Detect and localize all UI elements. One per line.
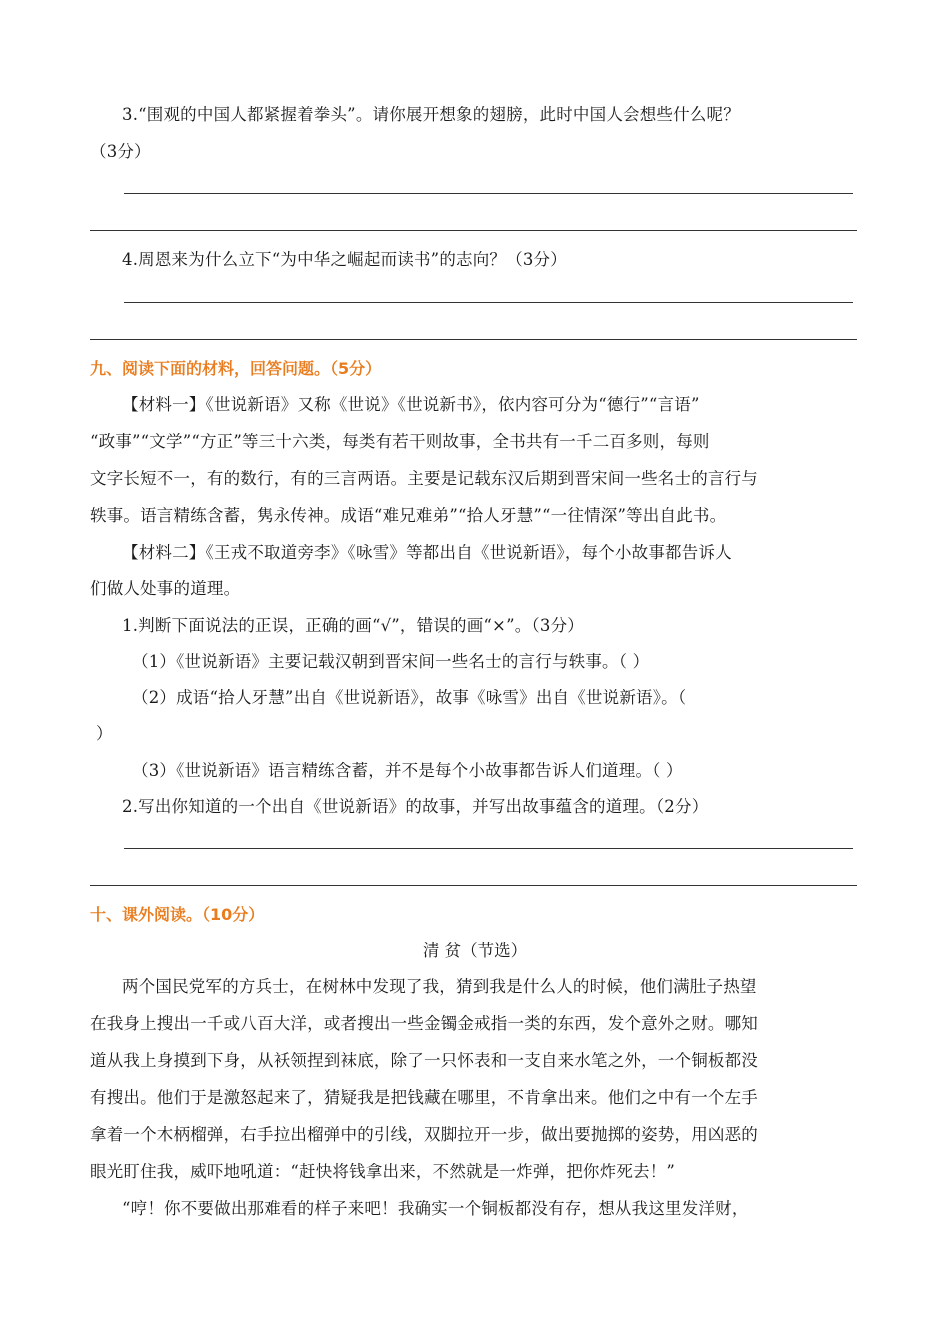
judgement-item-1[interactable]: （1）《世说新语》主要记载汉朝到晋宋间一些名士的言行与轶事。（ ） [132,652,650,671]
question-4-text: 4.周恩来为什么立下“为中华之崛起而读书”的志向？（3分） [122,250,567,269]
material-2-line: 【材料二】《王戎不取道旁李》《咏雪》等都出自《世说新语》，每个小故事都告诉人 [122,543,732,562]
material-1-line: 轶事。语言精练含蓄，隽永传神。成语“难兄难弟”“拾人牙慧”“一往情深”等出自此书。 [90,506,727,525]
material-1-line: “政事”“文学”“方正”等三十六类，每类有若干则故事，全书共有一千二百多则，每则 [90,432,710,451]
material-2-line: 们做人处事的道理。 [90,579,241,598]
answer-line[interactable] [90,885,857,886]
question-2-text: 2.写出你知道的一个出自《世说新语》的故事，并写出故事蕴含的道理。（2分） [122,797,709,816]
passage-line: 在我身上搜出一千或八百大洋，或者搜出一些金镯金戒指一类的东西，发个意外之财。哪知 [90,1014,758,1033]
judgement-item-3[interactable]: （3）《世说新语》语言精练含蓄，并不是每个小故事都告诉人们道理。（ ） [132,761,683,780]
passage-title: 清 贫（节选） [422,941,528,960]
answer-line[interactable] [124,302,853,303]
passage-line: 眼光盯住我，威吓地吼道：“赶快将钱拿出来，不然就是一炸弹，把你炸死去！” [90,1162,676,1181]
question-3-points: （3分） [90,142,151,161]
answer-line[interactable] [124,193,853,194]
answer-line[interactable] [90,339,857,340]
passage-line: 拿着一个木柄榴弹，右手拉出榴弹中的引线，双脚拉开一步，做出要抛掷的姿势，用凶恶的 [90,1125,758,1144]
judgement-item-2-close: ） [96,724,113,743]
question-3-text: 3.“围观的中国人都紧握着拳头”。请你展开想象的翅膀，此时中国人会想些什么呢？ [122,105,740,124]
answer-line[interactable] [124,848,853,849]
material-1-line: 【材料一】《世说新语》又称《世说》《世说新书》，依内容可分为“德行”“言语” [122,395,700,414]
judgement-item-2[interactable]: （2）成语“拾人牙慧”出自《世说新语》，故事《咏雪》出自《世说新语》。（ [132,688,687,707]
material-1-line: 文字长短不一，有的数行，有的三言两语。主要是记载东汉后期到晋宋间一些名士的言行与 [90,469,758,488]
passage-line: 两个国民党军的方兵士，在树林中发现了我，猜到我是什么人的时候，他们满肚子热望 [122,977,757,996]
section-10-heading: 十、课外阅读。（10分） [90,905,265,924]
section-9-heading: 九、阅读下面的材料，回答问题。（5分） [90,359,382,378]
passage-line: 道从我上身摸到下身，从袄领捏到袜底，除了一只怀表和一支自来水笔之外，一个铜板都没 [90,1051,758,1070]
passage-line: “哼！你不要做出那难看的样子来吧！我确实一个铜板都没有存，想从我这里发洋财， [122,1199,749,1218]
question-1-text: 1.判断下面说法的正误，正确的画“√”，错误的画“×”。（3分） [122,616,584,635]
answer-line[interactable] [90,230,857,231]
passage-line: 有搜出。他们于是激怒起来了，猜疑我是把钱藏在哪里，不肯拿出来。他们之中有一个左手 [90,1088,758,1107]
